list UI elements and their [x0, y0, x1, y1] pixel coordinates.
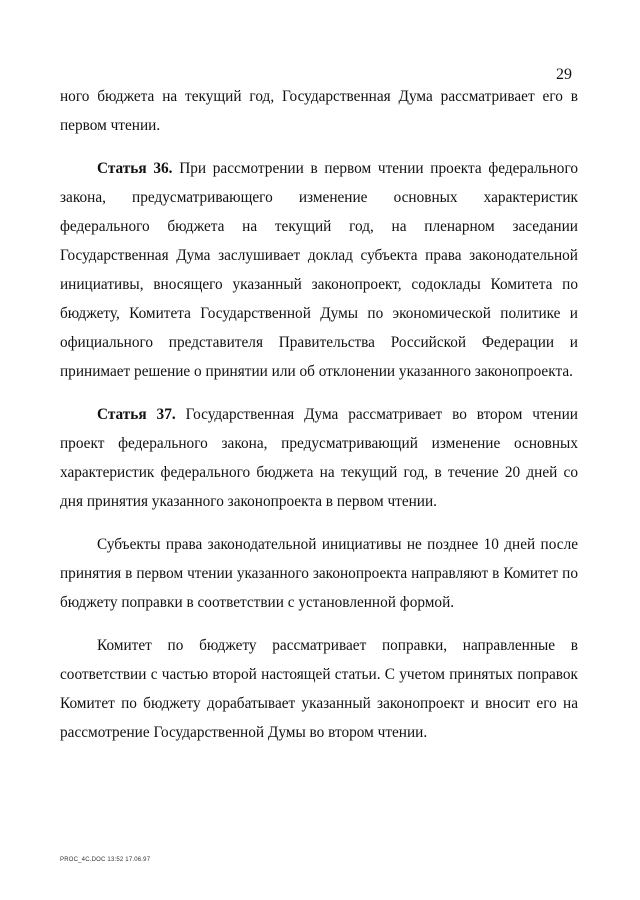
paragraph-text: Комитет по бюджету рассматривает поправки, направленные в соответствии с частью второй настоящей статьи. С учетом принятых поправок Комитет по бюджету дорабатывает указанный законопроект и вносит его на рассмотрение Государственной Думы во втором чтении.: [60, 637, 578, 741]
continued-paragraph: [60, 82, 578, 140]
paragraph-text: Субъекты права законодательной инициативы не позднее 10 дней после принятия в первом чтении указанного законопроекта направляют в Комитет по бюджету поправки в соответствии с установленной формой.: [60, 536, 578, 611]
document-body: [60, 82, 578, 747]
article-37-label: Статья 37.: [97, 406, 176, 423]
committee-paragraph: [60, 631, 578, 747]
document-footer: PROC_4C.DOC 13:52 17.06.97: [60, 857, 151, 863]
article-36-paragraph: [60, 154, 578, 386]
amendments-paragraph: [60, 530, 578, 617]
article-37-text: Государственная Дума рассматривает во втором чтении проект федерального закона, предусматривающий изменение основных характеристик федерального бюджета на текущий год, в течение 20 дней со дня принятия указанного законопроекта в первом чтении.: [60, 406, 578, 510]
paragraph-text: ного бюджета на текущий год, Государственная Дума рассматривает его в первом чтении.: [60, 88, 578, 134]
page-number: 29: [556, 66, 572, 83]
article-36-label: Статья 36.: [97, 160, 173, 177]
article-37-paragraph: [60, 400, 578, 516]
article-36-text: При рассмотрении в первом чтении проекта федерального закона, предусматривающего изменение основных характеристик федерального бюджета на текущий год, на пленарном заседании Государственная Дума заслушивает доклад субъекта права законодательной инициативы, вносящего указанный законопроект, содоклады Комитета по бюджету, Комитета Государственной Думы по экономической политике и официального представителя Правительства Российской Федерации и принимает решение о принятии или об отклонении указанного законопроекта.: [60, 160, 578, 380]
